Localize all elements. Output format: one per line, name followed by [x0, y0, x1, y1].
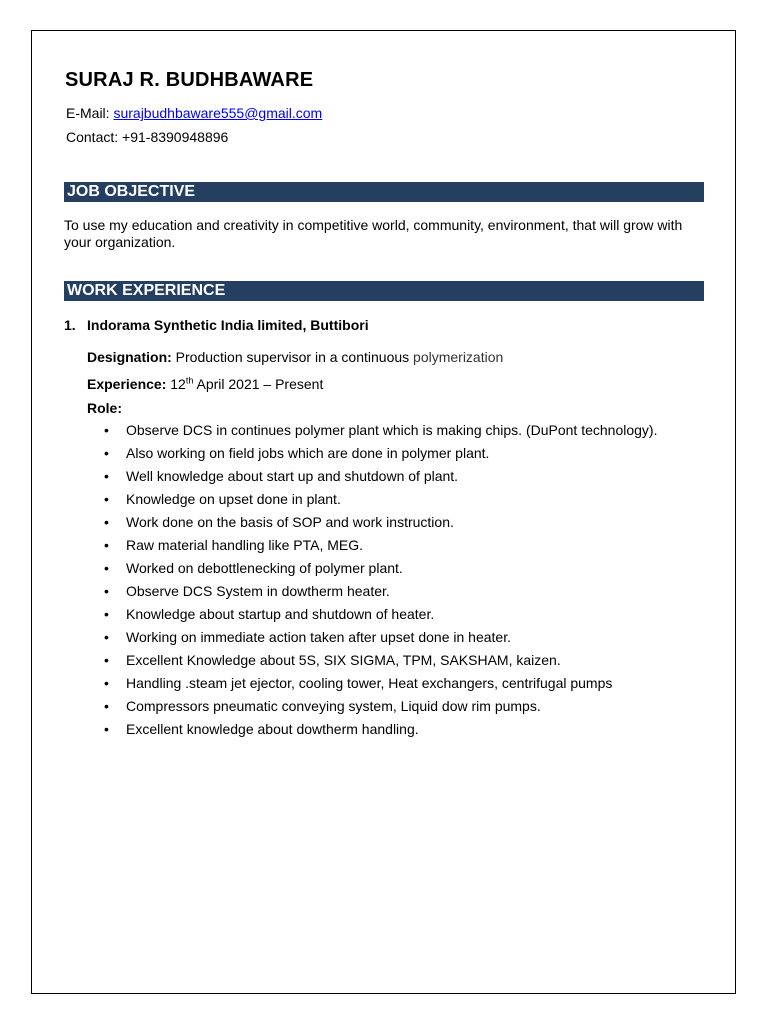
role-text: Work done on the basis of SOP and work instruction.: [126, 514, 454, 530]
experience-ordinal: th: [185, 375, 194, 386]
role-item: [87, 444, 713, 462]
bullet-icon: •: [104, 652, 109, 668]
job-objective-text: To use my education and creativity in competitive world, community, environment, that will grow with your organization.: [64, 217, 683, 250]
bullet-icon: •: [104, 560, 109, 576]
bullet-icon: •: [104, 445, 109, 461]
bullet-icon: •: [104, 583, 109, 599]
role-item: [87, 674, 713, 692]
role-text: Knowledge about startup and shutdown of heater.: [126, 606, 435, 622]
role-item: [87, 651, 713, 669]
role-item: [87, 536, 713, 554]
role-text: Observe DCS System in dowtherm heater.: [126, 583, 390, 599]
role-text: Also working on field jobs which are done in polymer plant.: [126, 445, 490, 461]
bullet-icon: •: [104, 537, 109, 553]
bullet-icon: •: [104, 675, 109, 691]
designation-tail: polymerization: [413, 349, 504, 365]
bullet-icon: •: [104, 514, 109, 530]
bullet-icon: •: [104, 468, 109, 484]
bullet-icon: •: [104, 721, 109, 737]
email-label: E-Mail:: [66, 105, 114, 121]
job-number: 1.: [64, 317, 76, 333]
role-text: Observe DCS in continues polymer plant which is making chips. (DuPont technology).: [126, 422, 658, 438]
role-item: [87, 559, 713, 577]
designation-value: Production supervisor in a continuous: [171, 349, 414, 365]
experience-period: April 2021 – Present: [193, 376, 324, 392]
experience-day: 12: [166, 376, 186, 392]
role-item: [87, 628, 713, 646]
bullet-icon: •: [104, 422, 109, 438]
section-heading-work-experience: WORK EXPERIENCE: [64, 281, 704, 301]
role-item: [87, 467, 713, 485]
role-text: Handling .steam jet ejector, cooling tower, Heat exchangers, centrifugal pumps: [126, 675, 613, 691]
bullet-icon: •: [104, 629, 109, 645]
candidate-name: SURAJ R. BUDHBAWARE: [65, 69, 314, 91]
experience-line: [87, 375, 323, 393]
role-item: [87, 490, 713, 508]
bullet-icon: •: [104, 698, 109, 714]
role-text: Worked on debottlenecking of polymer plant.: [126, 560, 403, 576]
bullet-icon: •: [104, 491, 109, 507]
role-item: [87, 697, 713, 715]
role-label: Role:: [87, 400, 122, 416]
section-heading-job-objective: JOB OBJECTIVE: [64, 182, 704, 202]
role-list: [87, 421, 713, 743]
role-text: Raw material handling like PTA, MEG.: [126, 537, 364, 553]
role-text: Compressors pneumatic conveying system, Liquid dow rim pumps.: [126, 698, 541, 714]
experience-label: Experience:: [87, 376, 167, 392]
company-name: Indorama Synthetic India limited, Buttibori: [87, 317, 369, 333]
designation-line: [87, 348, 503, 366]
job-company: [64, 316, 369, 334]
role-item: [87, 421, 713, 439]
contact-phone: Contact: +91-8390948896: [66, 129, 229, 145]
role-text: Well knowledge about start up and shutdown of plant.: [126, 468, 459, 484]
role-text: Working on immediate action taken after upset done in heater.: [126, 629, 511, 645]
designation-label: Designation:: [87, 349, 172, 365]
role-item: [87, 513, 713, 531]
bullet-icon: •: [104, 606, 109, 622]
email-link[interactable]: surajbudhbaware555@gmail.com: [113, 105, 323, 121]
role-text: Excellent Knowledge about 5S, SIX SIGMA, TPM, SAKSHAM, kaizen.: [126, 652, 561, 668]
role-item: [87, 582, 713, 600]
role-text: Knowledge on upset done in plant.: [126, 491, 341, 507]
role-item: [87, 720, 713, 738]
role-item: [87, 605, 713, 623]
email-line: [66, 104, 322, 122]
role-text: Excellent knowledge about dowtherm handling.: [126, 721, 419, 737]
